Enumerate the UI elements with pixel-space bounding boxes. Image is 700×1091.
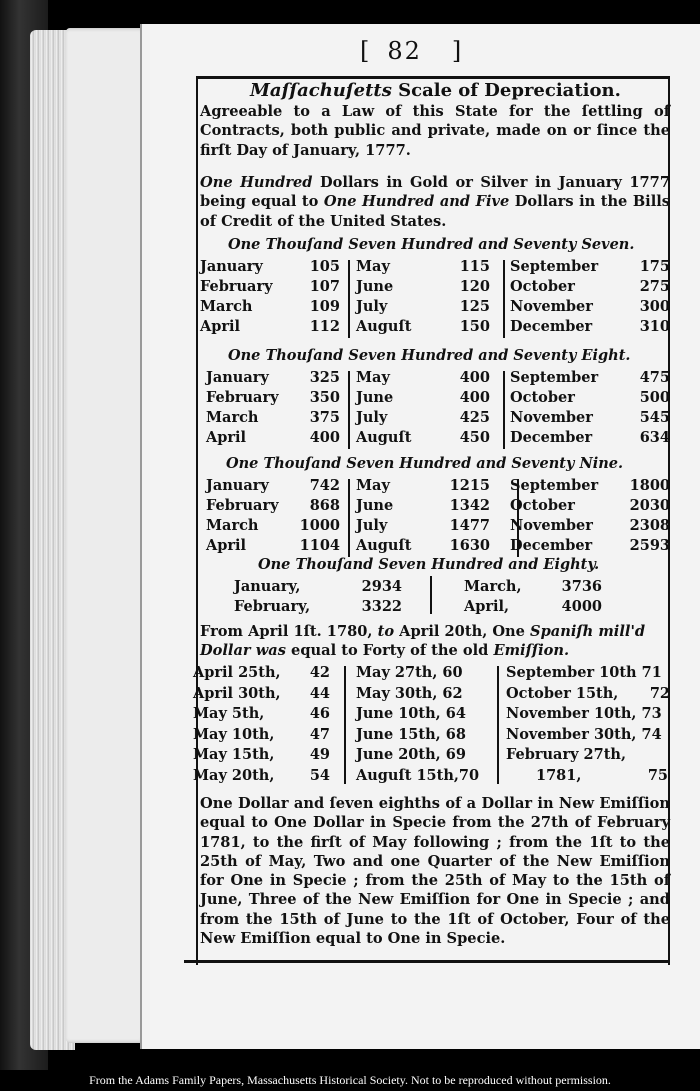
note-f: Dollar was (200, 642, 286, 660)
closing-paragraph: One Dollar and ſeven eighths of a Dollar in New Emiſſion equal to One Dollar in Specie from the 27th of February 1781, to the firſt of May following ; from the 1ſt to the 25th of May, Two and one Quarter of the New Emiſſion for One in Specie ; from the 25th of May to the 15th of June, Three of the New Emiſſion for One in Specie ; and from the 15th of June to the 1ſt of October, Four of the New Emiſſion equal to One in Specie. (200, 795, 670, 948)
rate-value: 400 (459, 389, 490, 406)
month-label: January, (234, 578, 301, 595)
date-cell: September 10th 71 (506, 664, 662, 681)
date-cell: May 10th, (193, 725, 275, 743)
date-cell: 46 (309, 705, 330, 722)
archive-caption: From the Adams Family Papers, Massachusetts Historical Society. Not to be reproduced without permission. (89, 1073, 611, 1087)
month-label: April (206, 429, 247, 446)
dates-divider-1 (344, 666, 346, 784)
date-cell: Auguſt 15th,70 (356, 766, 480, 784)
rate-value: 868 (309, 497, 340, 514)
date-cell: 75 (647, 766, 668, 784)
month-label: July (356, 517, 388, 534)
column-divider (348, 371, 350, 449)
date-cell: May 15th, (193, 746, 275, 763)
year-heading-1777: One Thouſand Seven Hundred and Seventy Seven. (228, 236, 635, 253)
month-label: January (206, 477, 269, 494)
date-cell: June 20th, 69 (356, 746, 466, 763)
month-label: March (206, 409, 259, 426)
title-state: Maſſachuſetts (250, 80, 392, 101)
rate-value: 500 (639, 389, 670, 406)
rate-value: 475 (639, 369, 670, 386)
rate-value: 112 (309, 318, 340, 335)
month-label: February (206, 389, 279, 406)
rate-value: 350 (309, 389, 340, 406)
month-label: October (510, 278, 575, 295)
rate-value: 115 (459, 258, 490, 275)
rate-value: 3322 (361, 598, 402, 615)
eq-part-d: Dollars in the Bills of Credit of the United States. (200, 193, 671, 230)
month-label: May (356, 369, 390, 386)
rate-value: 120 (459, 278, 490, 295)
month-label: July (356, 409, 388, 426)
page-title (250, 80, 621, 101)
eq-part-c: One Hundred and Five (323, 193, 510, 211)
month-label: March, (464, 578, 522, 595)
date-cell: 42 (309, 664, 330, 681)
month-label: January (206, 369, 269, 386)
dates-divider-2 (497, 666, 499, 784)
date-cell: May 27th, 60 (356, 664, 463, 681)
rate-value: 375 (309, 409, 340, 426)
month-label: June (356, 497, 394, 514)
date-cell: February 27th, (506, 746, 627, 763)
rate-value: 400 (309, 429, 340, 446)
equivalence-paragraph (200, 173, 670, 231)
note-b: April 1ſt. 1780, (242, 623, 378, 640)
month-label: Auguſt (356, 318, 412, 335)
note-e: Spaniſh mill'd (530, 623, 646, 640)
month-label: April (206, 537, 247, 554)
date-cell: 72 (649, 684, 670, 702)
rate-value: 1800 (629, 477, 670, 494)
year-heading-1779: One Thouſand Seven Hundred and Seventy Nine. (226, 455, 624, 472)
title-rest: Scale of Depreciation. (391, 80, 621, 101)
month-label: May (356, 477, 390, 494)
month-label: October (510, 389, 575, 406)
rate-value: 425 (459, 409, 490, 426)
month-label: September (510, 477, 599, 494)
rate-value: 300 (639, 298, 670, 315)
month-label: March (206, 517, 259, 534)
date-cell: 47 (309, 725, 330, 743)
month-label: November (510, 517, 593, 534)
rate-value: 400 (459, 369, 490, 386)
month-label: February (200, 278, 273, 295)
column-divider (348, 479, 350, 557)
rate-value: 2030 (629, 497, 670, 514)
date-cell: April 30th, (193, 684, 281, 702)
month-label: February (206, 497, 279, 514)
rate-value: 545 (639, 409, 670, 426)
rate-value: 125 (459, 298, 490, 315)
month-label: December (510, 537, 593, 554)
eq-part-b: Dollars in Gold or Silver in January 1777 being equal to (200, 174, 670, 211)
month-label: February, (234, 598, 311, 615)
date-cell: 54 (309, 766, 330, 784)
month-label: Auguſt (356, 537, 412, 554)
month-label: June (356, 389, 394, 406)
month-label: April, (464, 598, 510, 615)
month-label: November (510, 409, 593, 426)
date-cell: May 5th, (193, 705, 265, 722)
date-cell: May 20th, (193, 766, 275, 784)
date-cell: 49 (309, 746, 330, 763)
rate-value: 634 (639, 429, 670, 446)
rate-value: 4000 (561, 598, 602, 615)
column-divider (348, 260, 350, 338)
month-label: Auguſt (356, 429, 412, 446)
month-label: October (510, 497, 575, 514)
rate-value: 109 (309, 298, 340, 315)
year-heading-1780: One Thouſand Seven Hundred and Eighty. (258, 556, 600, 573)
rate-value: 742 (309, 477, 340, 494)
rate-value: 1000 (299, 517, 340, 534)
rate-value: 150 (459, 318, 490, 335)
rate-value: 2308 (629, 517, 670, 534)
bracket-right: ] (451, 37, 464, 65)
rate-value: 1104 (299, 537, 340, 554)
intro-paragraph: Agreeable to a Law of this State for the ſettling of Contracts, both public and private, made on or ſince the firſt Day of January, 1777. (200, 103, 670, 159)
divider-1780 (430, 576, 432, 614)
date-cell: May 30th, 62 (356, 684, 463, 702)
april-note (200, 622, 670, 661)
rate-value: 275 (639, 278, 670, 295)
rate-value: 2593 (629, 537, 670, 554)
month-label: January (200, 258, 263, 275)
rate-value: 1630 (449, 537, 490, 554)
month-label: March (200, 298, 253, 315)
rate-value: 3736 (561, 578, 602, 595)
rate-value: 1342 (449, 497, 490, 514)
rate-value: 2934 (361, 578, 402, 595)
note-j: Emiſſion. (493, 642, 570, 660)
month-label: May (356, 258, 390, 275)
rate-value: 1215 (449, 477, 490, 494)
note-a: From (200, 623, 243, 640)
eq-part-a: One Hundred (200, 174, 313, 191)
page-number-value: 82 (387, 37, 422, 65)
date-cell: April 25th, (193, 664, 281, 681)
rate-value: 450 (459, 429, 490, 446)
facing-leaf (66, 28, 146, 1043)
note-i: of the old (405, 642, 494, 660)
month-label: November (510, 298, 593, 315)
date-cell: June 10th, 64 (356, 705, 466, 722)
date-cell: November 30th, 74 (506, 725, 662, 743)
month-label: September (510, 369, 599, 386)
month-label: September (510, 258, 599, 275)
date-cell: 44 (309, 684, 330, 702)
rate-value: 175 (639, 258, 670, 275)
note-d: April 20th, One (394, 623, 531, 640)
column-divider (503, 371, 505, 449)
rate-value: 105 (309, 258, 340, 275)
date-cell: October 15th, (506, 684, 619, 702)
column-divider (517, 479, 519, 557)
bracket-left: [ (360, 37, 372, 65)
rate-value: 325 (309, 369, 340, 386)
date-cell: 1781, (536, 766, 582, 784)
table-frame-bottom (184, 960, 668, 963)
note-c: to (377, 623, 395, 640)
month-label: July (356, 298, 388, 315)
note-g: equal to (285, 642, 363, 660)
note-h: Forty (362, 642, 405, 660)
month-label: December (510, 318, 593, 335)
page-number (360, 37, 463, 65)
rate-value: 107 (309, 278, 340, 295)
date-cell: June 15th, 68 (356, 725, 466, 743)
month-label: April (200, 318, 241, 335)
month-label: December (510, 429, 593, 446)
rate-value: 1477 (449, 517, 490, 534)
year-heading-1778: One Thouſand Seven Hundred and Seventy Eight. (228, 347, 631, 364)
date-cell: November 10th, 73 (506, 705, 662, 722)
month-label: June (356, 278, 394, 295)
rate-value: 310 (639, 318, 670, 335)
column-divider (503, 260, 505, 338)
